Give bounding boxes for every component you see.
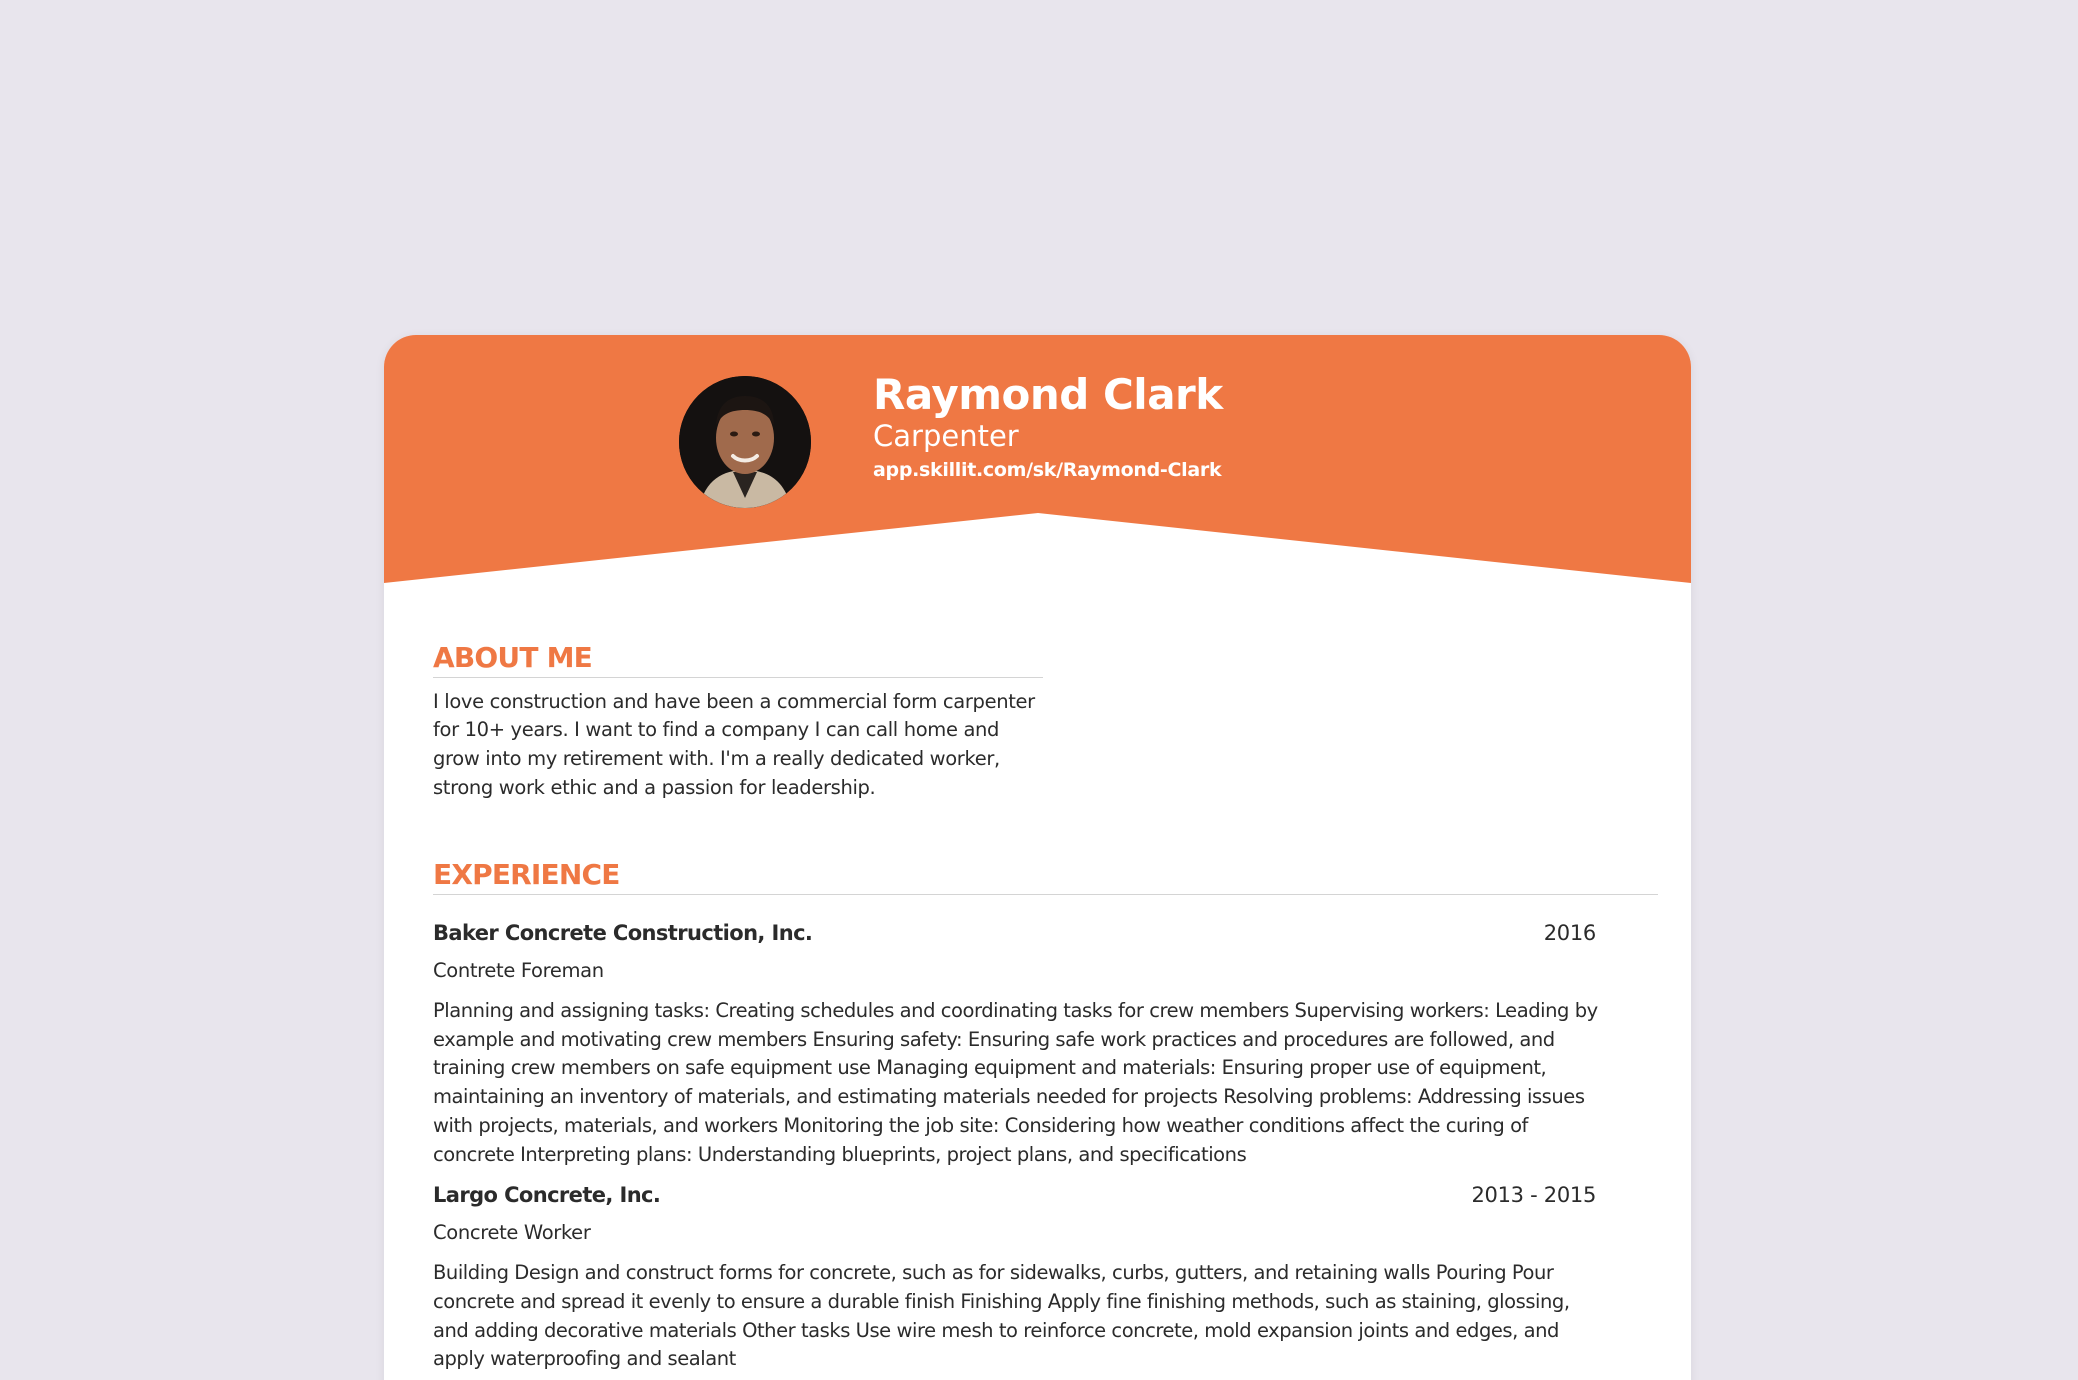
job-role: Concrete Worker bbox=[433, 1221, 591, 1245]
avatar bbox=[679, 376, 811, 508]
job-company: Largo Concrete, Inc. bbox=[433, 1183, 661, 1208]
job-dates: 2013 - 2015 bbox=[1471, 1183, 1596, 1208]
experience-heading: EXPERIENCE bbox=[433, 858, 1658, 895]
job-description: Planning and assigning tasks: Creating schedules and coordinating tasks for crew members Supervising workers: Leading by example and motivating crew members Ensuring safety: Ensuring safe work practices and procedures are followed, and training crew members on safe equipment use Managing equipment and materials: Ensuring proper use of equipment, maintaining an inventory of materials, and estimating materials needed for projects Resolving problems: Addressing issues with projects, materials, and workers Monitoring the job site: Considering how weather conditions affect the curing of concrete Interpreting plans: Understanding blueprints, project plans, and specifications bbox=[433, 999, 1598, 1166]
job-role: Contrete Foreman bbox=[433, 959, 604, 982]
job-header-row bbox=[433, 1183, 1596, 1207]
about-section bbox=[433, 641, 1043, 802]
header-text bbox=[873, 371, 1223, 483]
resume-card bbox=[384, 335, 1691, 1380]
profile-photo-icon bbox=[679, 376, 811, 508]
job-description: Building Design and construct forms for concrete, such as for sidewalks, curbs, gutters, and retaining walls Pouring Pour concrete and spread it evenly to ensure a durable finish Finishing Apply fine finishing methods, such as staining, glossing, and adding decorative materials Other tasks Use wire mesh to reinforce concrete, mold expansion joints and edges, and apply waterproofing and sealant bbox=[433, 1261, 1570, 1371]
about-heading: ABOUT ME bbox=[433, 641, 1043, 678]
profile-link[interactable]: app.skillit.com/sk/Raymond-Clark bbox=[873, 459, 1222, 482]
about-text: I love construction and have been a commercial form carpenter for 10+ years. I want to find a company I can call home and grow into my retirement with. I'm a really dedicated worker, strong work ethic and a passion for leadership. bbox=[433, 689, 1035, 799]
job-entry bbox=[433, 1183, 1608, 1374]
job-dates: 2016 bbox=[1543, 921, 1596, 945]
job-company: Baker Concrete Construction, Inc. bbox=[433, 921, 813, 945]
job-entry bbox=[433, 921, 1608, 1169]
person-title: Carpenter bbox=[873, 419, 1019, 454]
job-header-row bbox=[433, 921, 1596, 945]
person-name: Raymond Clark bbox=[873, 370, 1223, 419]
resume-content bbox=[433, 641, 1658, 1374]
experience-section bbox=[433, 858, 1658, 1374]
